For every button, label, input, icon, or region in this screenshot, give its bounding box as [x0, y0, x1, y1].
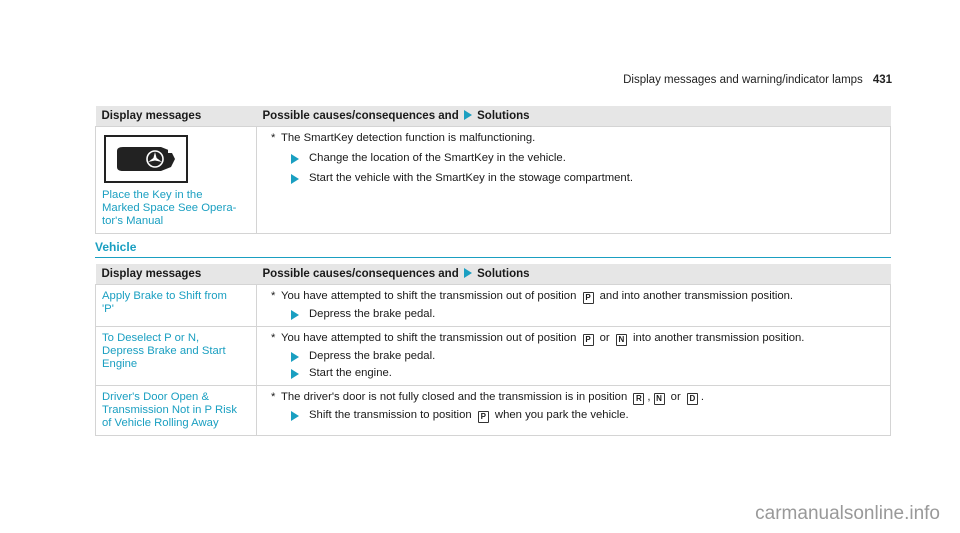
solution-text: Shift the transmission to position P when you park the vehicle.: [309, 409, 629, 421]
triangle-arrow-icon: [464, 268, 472, 278]
triangle-arrow-icon: [291, 174, 299, 184]
triangle-arrow-icon: [464, 110, 472, 120]
message-line: Depress Brake and Start: [102, 345, 226, 357]
cause-cell: [257, 327, 891, 386]
cause-item: * You have attempted to shift the transmission out of position P and into another transmission position.: [271, 290, 794, 302]
table-row: [96, 327, 891, 386]
page-number: 431: [872, 74, 892, 86]
solution-item: [263, 367, 884, 380]
col-causes-label: Possible causes/consequences and: [262, 109, 459, 122]
section-title: Vehicle: [95, 240, 891, 258]
message-line: Driver's Door Open &: [102, 391, 210, 403]
solution-text: Depress the brake pedal.: [309, 350, 436, 362]
gear-p-icon: P: [583, 334, 594, 346]
triangle-arrow-icon: [291, 310, 299, 320]
cause-item: * The SmartKey detection function is malfunctioning.: [271, 132, 536, 144]
solution-item: [263, 350, 884, 363]
message-cell: [96, 386, 257, 436]
cause-cell: [257, 386, 891, 436]
table-header-row: [96, 264, 891, 285]
gear-r-icon: R: [633, 393, 644, 405]
cause-text: The SmartKey detection function is malfunctioning.: [281, 132, 536, 144]
table-row: [96, 386, 891, 436]
watermark: carmanualsonline.info: [755, 503, 940, 524]
solution-item: [263, 308, 884, 321]
gear-p-icon: P: [583, 292, 594, 304]
table-header-row: [96, 106, 891, 127]
triangle-arrow-icon: [291, 369, 299, 379]
col-causes-solutions: [257, 106, 891, 127]
cause-text: You have attempted to shift the transmission out of position P and into another transmission position.: [281, 290, 794, 302]
messages-table-smartkey: [95, 106, 891, 234]
solution-text: Change the location of the SmartKey in the vehicle.: [309, 152, 566, 164]
solution-item: [263, 409, 884, 423]
cause-cell: [257, 127, 891, 234]
cause-cell: [257, 285, 891, 327]
gear-n-icon: N: [616, 334, 627, 346]
message-line: To Deselect P or N,: [102, 332, 200, 344]
cause-text: You have attempted to shift the transmission out of position P or N into another transmission position.: [281, 332, 805, 344]
header-title: Display messages and warning/indicator lamps: [623, 74, 863, 86]
message-line: 'P': [102, 303, 114, 315]
message-line: Marked Space See Opera-: [102, 202, 237, 214]
message-line: tor's Manual: [102, 215, 164, 227]
page-header: [623, 74, 892, 86]
triangle-arrow-icon: [291, 352, 299, 362]
message-line: Transmission Not in P Risk: [102, 404, 237, 416]
gear-p-icon: P: [478, 411, 489, 423]
col-display-messages: Display messages: [96, 264, 257, 285]
col-solutions-label: Solutions: [477, 109, 530, 122]
message-cell: [96, 327, 257, 386]
table-row: [96, 127, 891, 234]
solution-item: [263, 172, 884, 185]
message-line: Apply Brake to Shift from: [102, 290, 227, 302]
key-fob-icon: [104, 135, 188, 183]
col-solutions-label: Solutions: [477, 267, 530, 280]
cause-item: * The driver's door is not fully closed and the transmission is in position R , N or D .: [271, 391, 704, 403]
solution-text: Depress the brake pedal.: [309, 308, 436, 320]
gear-d-icon: D: [687, 393, 698, 405]
cause-item: * You have attempted to shift the transmission out of position P or N into another transmission position.: [271, 332, 805, 344]
message-line: Place the Key in the: [102, 189, 203, 201]
cause-text: The driver's door is not fully closed and the transmission is in position R , N or D .: [281, 391, 704, 403]
triangle-arrow-icon: [291, 411, 299, 421]
messages-table-vehicle: [95, 264, 891, 436]
message-line: Engine: [102, 358, 138, 370]
solution-item: [263, 152, 884, 165]
message-cell: [96, 285, 257, 327]
solution-text: Start the engine.: [309, 367, 392, 379]
col-causes-solutions: [257, 264, 891, 285]
message-line: of Vehicle Rolling Away: [102, 417, 219, 429]
triangle-arrow-icon: [291, 154, 299, 164]
col-causes-label: Possible causes/consequences and: [262, 267, 459, 280]
gear-n-icon: N: [654, 393, 665, 405]
message-cell: [96, 127, 257, 234]
solution-text: Start the vehicle with the SmartKey in the stowage compartment.: [309, 172, 633, 184]
table-row: [96, 285, 891, 327]
col-display-messages: Display messages: [96, 106, 257, 127]
